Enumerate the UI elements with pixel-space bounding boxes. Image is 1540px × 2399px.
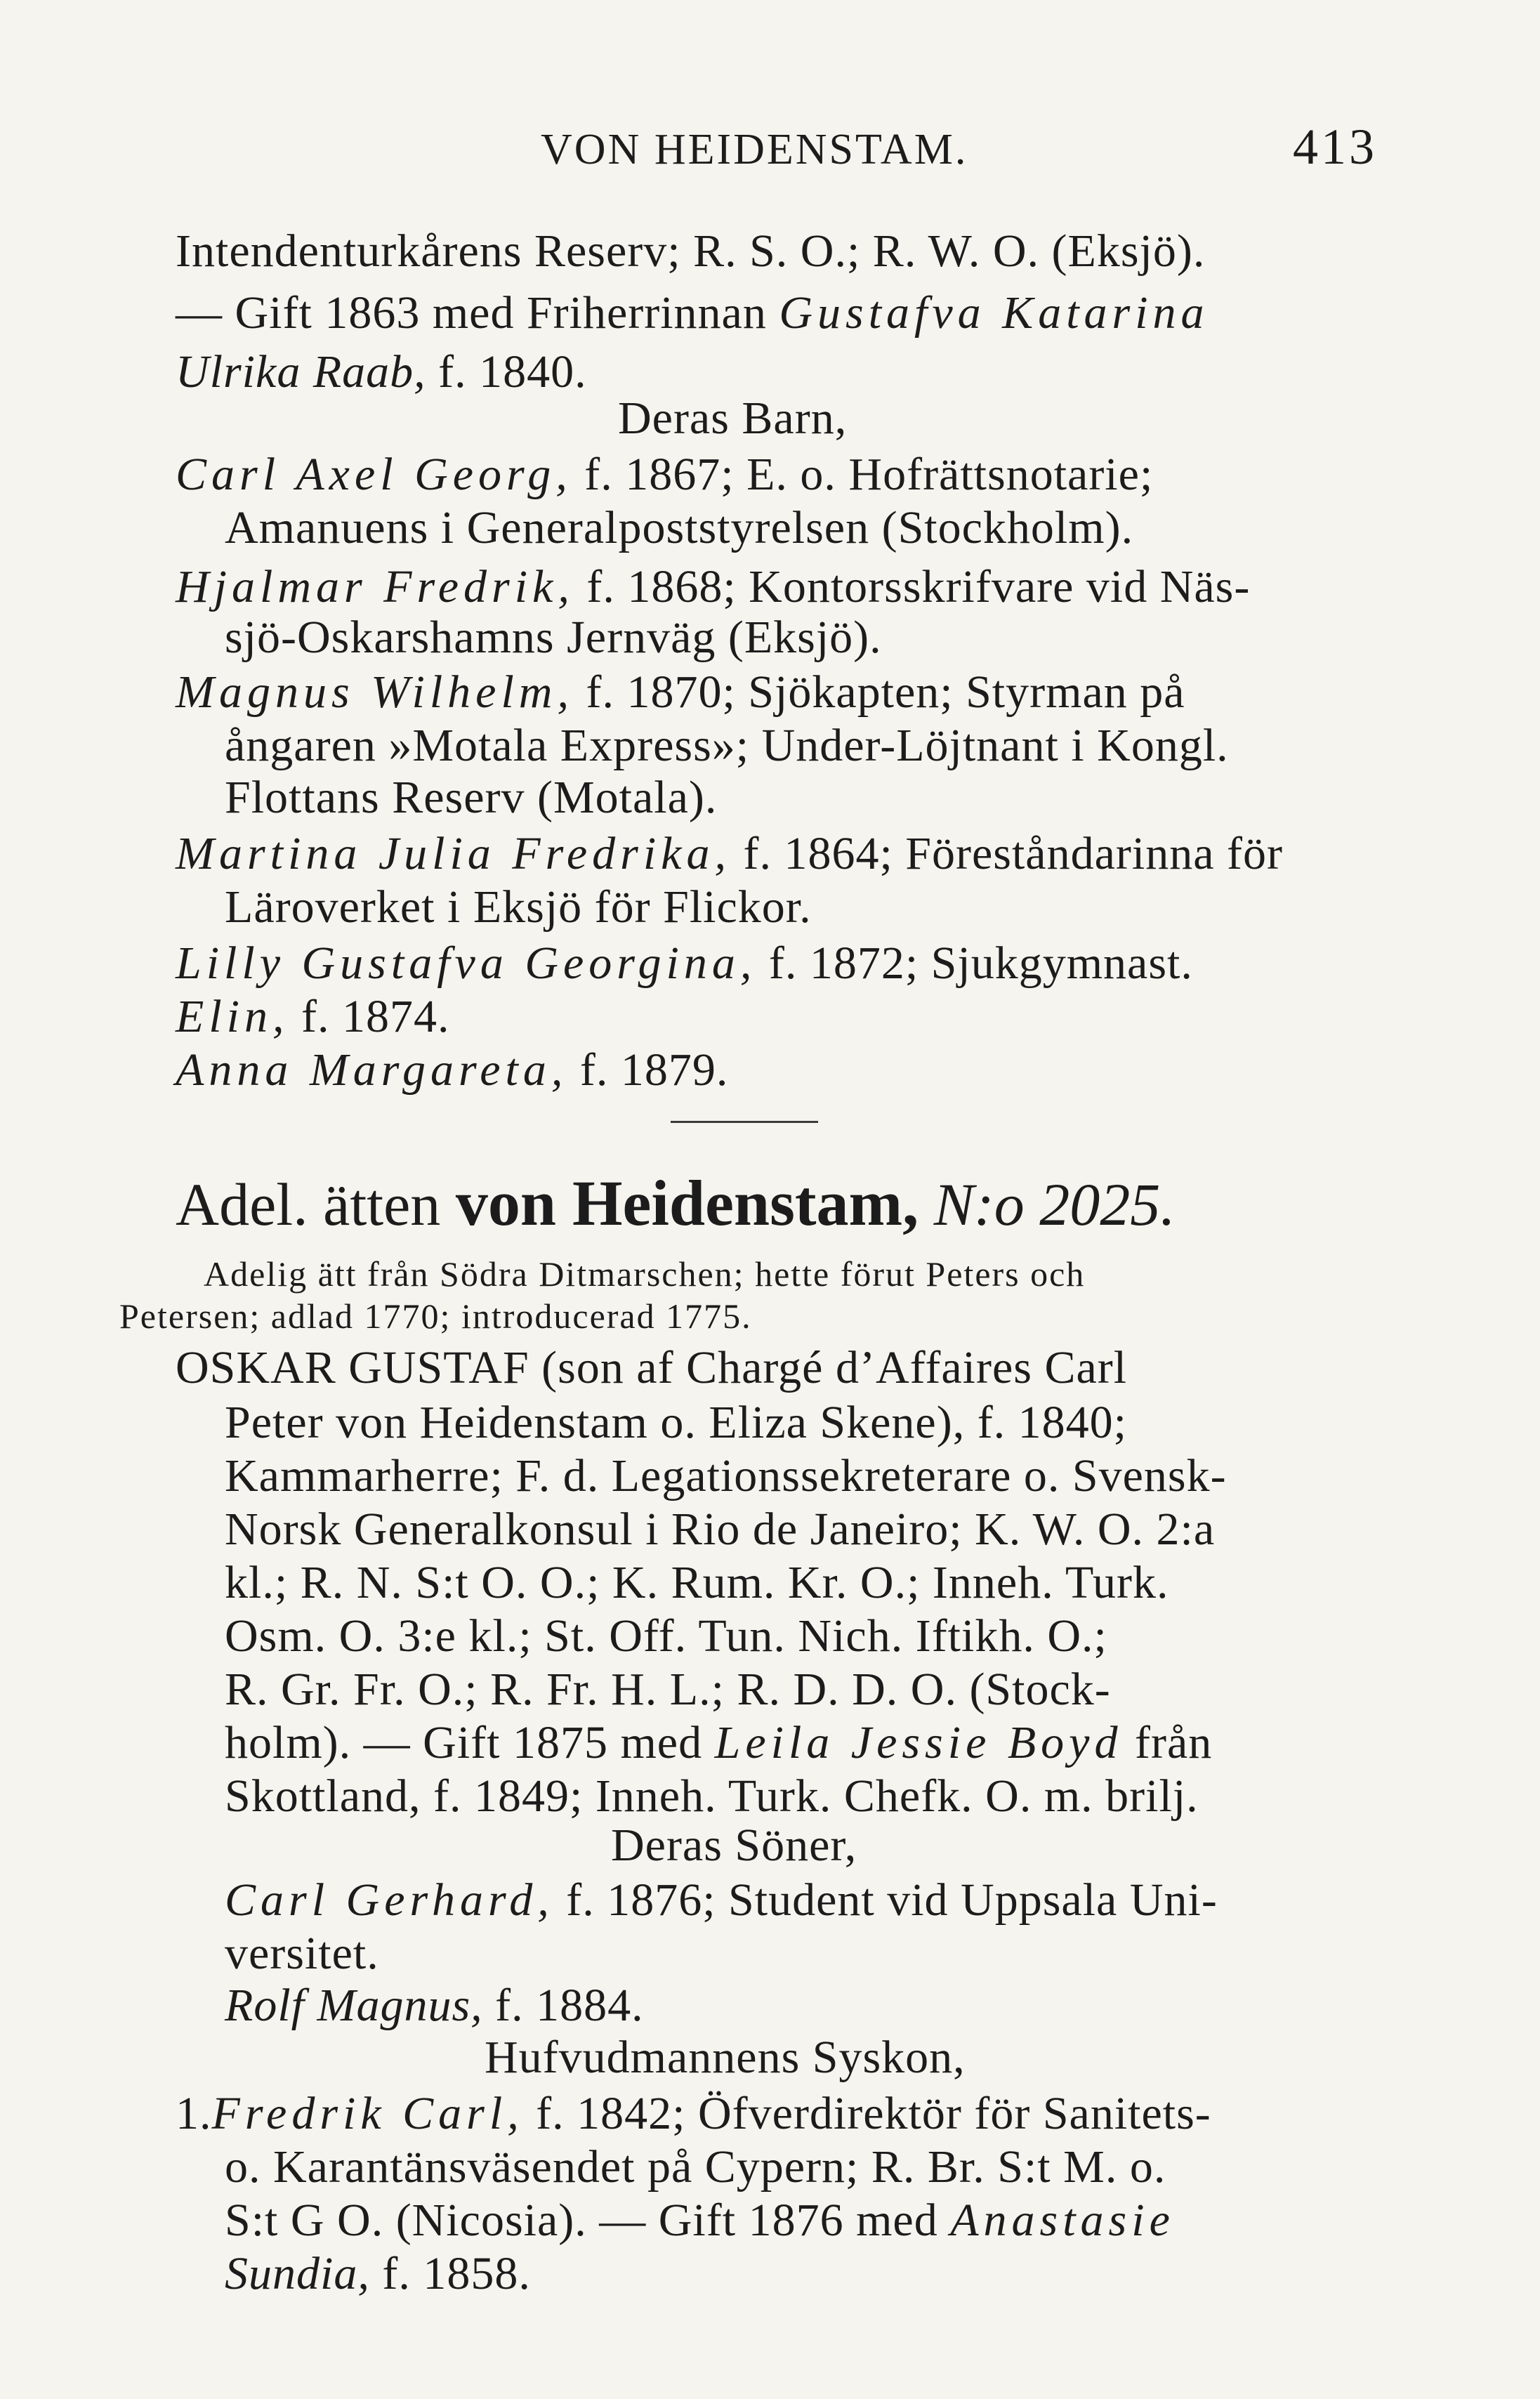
oskar-line-6: Osm. O. 3:e kl.; St. Off. Tun. Nich. Iftikh. O.;: [225, 1610, 1107, 1662]
child-anna-text-1: f. 1879.: [579, 1044, 729, 1096]
siblings-heading: Hufvudmannens Syskon,: [485, 2032, 966, 2083]
section-note-line-1: Adelig ätt från Södra Ditmarschen; hette förut Peters och: [204, 1254, 1086, 1294]
spouse-name-part-1: Gustafva Katarina: [779, 287, 1209, 339]
child-magnus-name: Magnus Wilhelm,: [176, 666, 574, 718]
child-hjalmar-text-1: f. 1868; Kontorsskrifvare vid Näs-: [586, 561, 1251, 612]
sons-heading: Deras Söner,: [611, 1820, 857, 1871]
son-carl-name: Carl Gerhard,: [225, 1874, 554, 1926]
child-lilly-text-1: f. 1872; Sjukgymnast.: [768, 938, 1193, 989]
oskar-line-5: kl.; R. N. S:t O. O.; K. Rum. Kr. O.; Inneh. Turk.: [225, 1557, 1169, 1608]
son-carl-text-1: f. 1876; Student vid Uppsala Uni-: [566, 1874, 1218, 1926]
child-anna-line-1: [176, 1045, 728, 1096]
child-magnus-text-3: Flottans Reserv (Motala).: [225, 772, 718, 823]
sibling-1-spouse-name-1: Anastasie: [950, 2195, 1175, 2246]
child-lilly-name: Lilly Gustafva Georgina,: [176, 938, 757, 989]
son-carl-line-1: [225, 1875, 1218, 1926]
child-hjalmar-text-2: sjö-Oskarshamns Jernväg (Eksjö).: [225, 612, 882, 663]
child-martina-line-1: [176, 829, 1283, 879]
intro-line-2-text: — Gift 1863 med Friherrinnan: [176, 287, 779, 339]
oskar-line-4: Norsk Generalkonsul i Rio de Janeiro; K. W. O. 2:a: [225, 1504, 1216, 1555]
child-hjalmar-name: Hjalmar Fredrik,: [176, 561, 574, 612]
intro-line-3: [176, 347, 587, 397]
oskar-line-8-post: från: [1122, 1717, 1213, 1768]
child-carl-text-2: Amanuens i Generalpoststyrelsen (Stockholm).: [225, 502, 1134, 553]
child-hjalmar-line-1: [176, 562, 1250, 612]
page-number: 413: [1293, 119, 1377, 175]
oskar-spouse-name: Leila Jessie Boyd: [714, 1717, 1123, 1768]
oskar-line-8: [225, 1718, 1212, 1768]
intro-line-2: [176, 288, 1209, 339]
page-header: [0, 118, 1540, 188]
intro-line-1: Intendenturkårens Reserv; R. S. O.; R. W. O. (Eksjö).: [176, 225, 1206, 277]
oskar-line-8-pre: holm). — Gift 1875 med: [225, 1717, 715, 1768]
section-heading-pre: Adel. ätten: [176, 1171, 456, 1238]
oskar-line-3: Kammarherre; F. d. Legationssekreterare o. Svensk-: [225, 1450, 1227, 1501]
oskar-line-1: OSKAR GUSTAF (son af Chargé d’Affaires Carl: [176, 1342, 1128, 1393]
child-martina-text-1: f. 1864; Föreståndarinna för: [743, 828, 1283, 879]
oskar-line-2: Peter von Heidenstam o. Eliza Skene), f. 1840;: [225, 1397, 1128, 1448]
son-carl-text-2: versitet.: [225, 1928, 379, 1979]
sibling-1-text-4: f. 1858.: [369, 2248, 531, 2299]
sibling-1-text-2: o. Karantänsväsendet på Cypern; R. Br. S:t M. o.: [225, 2141, 1166, 2193]
child-magnus-text-1: f. 1870; Sjökapten; Styrman på: [586, 666, 1185, 718]
section-heading-number: N:o 2025.: [919, 1171, 1176, 1238]
oskar-line-7: R. Gr. Fr. O.; R. Fr. H. L.; R. D. D. O. (Stock-: [225, 1664, 1111, 1715]
son-rolf-line-1: [225, 1980, 644, 2031]
child-martina-name: Martina Julia Fredrika,: [176, 828, 731, 879]
oskar-line-9: Skottland, f. 1849; Inneh. Turk. Chefk. O. m. brilj.: [225, 1770, 1199, 1822]
sibling-1-line-4: [225, 2249, 531, 2299]
sibling-1-text-1: f. 1842; Öfverdirektör för Sanitets-: [536, 2088, 1211, 2139]
child-magnus-text-2: ångaren »Motala Express»; Under-Löjtnant i Kongl.: [225, 720, 1229, 771]
child-elin-text-1: f. 1874.: [301, 991, 450, 1042]
spouse-name-part-2: Ulrika Raab,: [176, 346, 426, 397]
section-heading-name: von Heidenstam,: [455, 1167, 919, 1239]
sibling-1-number: 1.: [176, 2088, 212, 2139]
child-elin-line-1: [176, 992, 449, 1042]
child-magnus-line-1: [176, 667, 1185, 718]
child-carl-name: Carl Axel Georg,: [176, 449, 572, 500]
section-heading: [176, 1166, 1176, 1240]
child-elin-name: Elin,: [176, 991, 289, 1042]
son-rolf-name: Rolf Magnus,: [225, 1980, 483, 2031]
sibling-1-text-3: S:t G O. (Nicosia). — Gift 1876 med: [225, 2195, 951, 2246]
spouse-birth: f. 1840.: [426, 346, 587, 397]
sibling-1-spouse-name-2: Sundia,: [225, 2248, 370, 2299]
child-anna-name: Anna Margareta,: [176, 1044, 568, 1096]
children-heading: Deras Barn,: [618, 393, 848, 444]
child-lilly-line-1: [176, 938, 1193, 989]
sibling-1-name: Fredrik Carl,: [211, 2088, 524, 2139]
section-note-line-2: Petersen; adlad 1770; introducerad 1775.: [119, 1296, 752, 1336]
sibling-1-line-3: [225, 2195, 1175, 2246]
child-martina-text-2: Läroverket i Eksjö för Flickor.: [225, 881, 812, 933]
child-carl-text-1: f. 1867; E. o. Hofrättsnotarie;: [584, 449, 1154, 500]
sibling-1-line-1: [176, 2089, 1211, 2139]
son-rolf-text-1: f. 1884.: [495, 1980, 644, 2031]
running-title: VON HEIDENSTAM.: [541, 126, 968, 173]
section-divider: [671, 1121, 818, 1123]
child-carl-line-1: [176, 449, 1153, 500]
